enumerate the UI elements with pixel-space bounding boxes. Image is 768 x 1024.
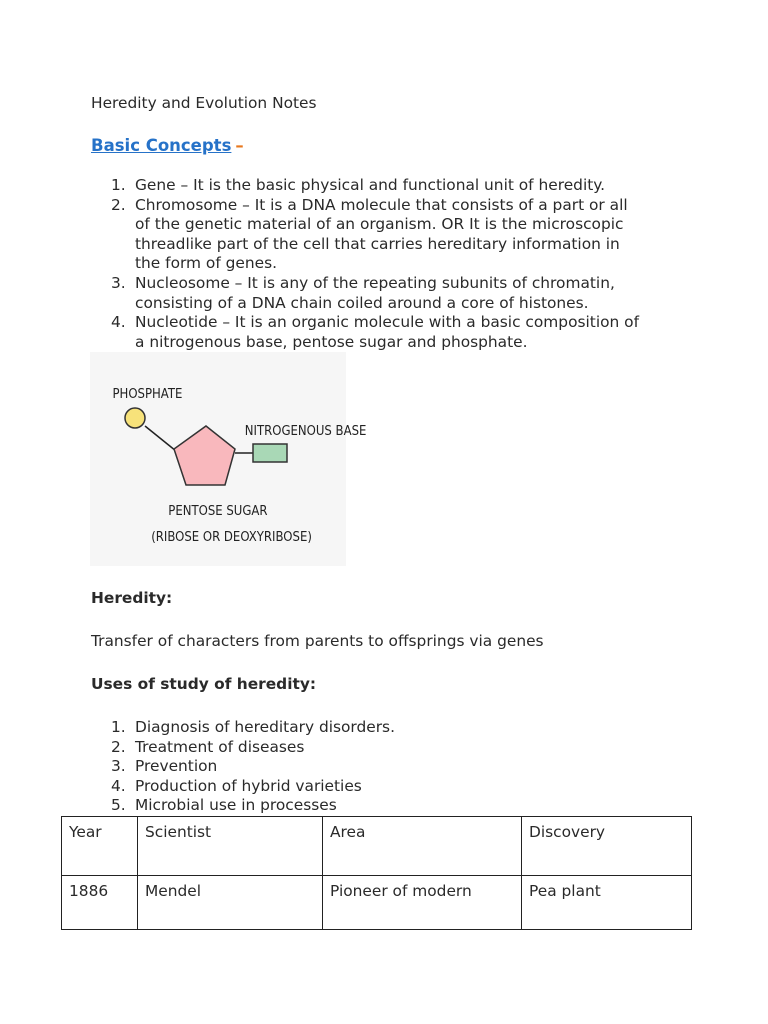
list-number: 2. [111,195,126,214]
list-item-text: threadlike part of the cell that carries hereditary information in [135,234,620,253]
list-number: 1. [111,718,126,736]
list-item [91,796,691,816]
list-item [91,757,691,777]
list-number: 2. [111,737,126,756]
list-item-text: a nitrogenous base, pentose sugar and phosphate. [135,332,528,351]
list-item-text: consisting of a DNA chain coiled around a core of histones. [135,293,589,312]
list-item-text: Nucleotide – It is an organic molecule with a basic composition of [135,313,639,332]
list-number: 3. [111,757,126,776]
pentose-sugar-pentagon [174,426,235,485]
list-item-text: Production of hybrid varieties [135,776,362,795]
basic-concepts-link[interactable]: Basic Concepts [91,136,232,155]
list-number: 4. [111,313,126,332]
list-item-text: of the genetic material of an organism. OR It is the microscopic [135,215,624,234]
phosphate-label: PHOSPHATE [112,386,183,402]
document-title: Heredity and Evolution Notes [91,94,317,112]
list-item [91,274,691,313]
nucleotide-diagram-svg [90,352,367,566]
list-number: 3. [111,273,126,292]
table-header-row [62,817,692,876]
basic-concepts-list [91,176,691,352]
nucleotide-diagram [90,352,367,566]
list-item-text: Treatment of diseases [135,737,305,756]
list-item [91,738,691,758]
list-number: 1. [111,176,126,194]
list-item [91,176,691,196]
table-header-scientist: Scientist [138,817,323,876]
table-header-area: Area [323,817,522,876]
table-row [62,876,692,930]
table-header-year: Year [62,817,138,876]
uses-heading: Uses of study of heredity: [91,675,317,693]
heredity-definition: Transfer of characters from parents to offsprings via genes [91,632,544,650]
table-cell-scientist: Mendel [138,876,323,930]
list-item [91,196,691,274]
list-item-text: Prevention [135,757,218,776]
table-header-discovery: Discovery [522,817,692,876]
table-cell-discovery: Pea plant [522,876,692,930]
pentose-sugar-sublabel: (RIBOSE OR DEOXYRIBOSE) [151,529,312,545]
nitrogenous-base-rect [253,444,287,462]
heredity-heading: Heredity: [91,589,173,607]
scientists-table [61,816,692,930]
list-item-text: the form of genes. [135,254,278,273]
nitrogenous-base-label: NITROGENOUS BASE [244,423,367,439]
list-item-text: Chromosome – It is a DNA molecule that consists of a part or all [135,195,628,214]
heading-dash: – [235,136,244,155]
list-item [91,718,691,738]
table-cell-area: Pioneer of modern [323,876,522,930]
pentose-sugar-label: PENTOSE SUGAR [168,503,268,519]
phosphate-circle [125,408,145,428]
list-number: 4. [111,776,126,795]
table-cell-year: 1886 [62,876,138,930]
list-item-text: Nucleosome – It is any of the repeating subunits of chromatin, [135,273,615,292]
list-item-text: Gene – It is the basic physical and functional unit of heredity. [135,176,606,194]
list-item-text: Diagnosis of hereditary disorders. [135,718,395,736]
list-item-text: Microbial use in processes [135,796,337,815]
list-number: 5. [111,796,126,815]
list-item [91,777,691,797]
uses-list [91,718,691,816]
basic-concepts-heading [91,136,244,155]
list-item [91,313,691,352]
phosphate-bond-line [145,426,176,451]
